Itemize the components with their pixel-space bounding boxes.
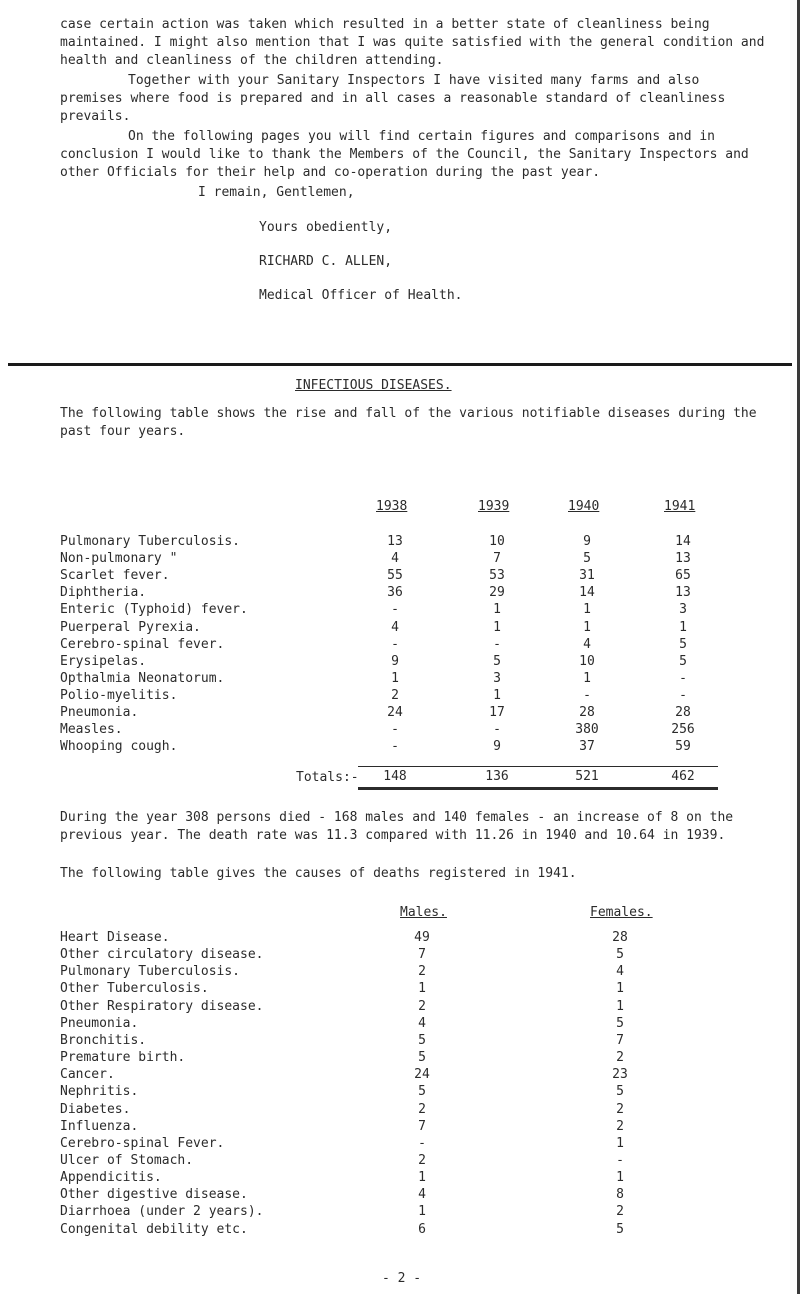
death-cause: Cerebro-spinal Fever. (60, 1136, 225, 1151)
males-count: 6 (418, 1222, 426, 1237)
disease-name: Whooping cough. (60, 739, 178, 754)
total-count: 521 (575, 769, 599, 784)
males-count: 5 (418, 1033, 426, 1048)
deaths-col-females: Females. (590, 905, 653, 920)
disease-count: 24 (387, 705, 403, 720)
disease-count: 5 (583, 551, 591, 566)
disease-count: 10 (579, 654, 595, 669)
females-count: 5 (616, 947, 624, 962)
disease-name: Scarlet fever. (60, 568, 170, 583)
death-cause: Cancer. (60, 1067, 115, 1082)
death-cause: Influenza. (60, 1119, 139, 1134)
year-header: 1938 (376, 499, 408, 514)
disease-name: Polio-myelitis. (60, 688, 178, 703)
disease-count: - (583, 688, 591, 703)
disease-count: 4 (391, 620, 399, 635)
disease-count: 17 (489, 705, 505, 720)
letter-sign-off: Yours obediently, (259, 220, 393, 235)
disease-name: Puerperal Pyrexia. (60, 620, 201, 635)
males-count: 1 (418, 1170, 426, 1185)
disease-count: 59 (675, 739, 691, 754)
disease-count: 1 (583, 620, 591, 635)
disease-name: Erysipelas. (60, 654, 147, 669)
disease-count: - (391, 722, 399, 737)
disease-name: Measles. (60, 722, 123, 737)
disease-count: 37 (579, 739, 595, 754)
death-cause: Other digestive disease. (60, 1187, 248, 1202)
death-cause: Premature birth. (60, 1050, 186, 1065)
males-count: 7 (418, 1119, 426, 1134)
death-cause: Other circulatory disease. (60, 947, 264, 962)
females-count: 2 (616, 1204, 624, 1219)
year-header: 1941 (664, 499, 696, 514)
death-cause: Other Respiratory disease. (60, 999, 264, 1014)
letter-paragraph-2: Together with your Sanitary Inspectors I have visited many farms and also premises where food is prepared and in all cases a reasonable standard of cleanliness prevails. (60, 73, 726, 124)
disease-count: 3 (679, 602, 687, 617)
letter-signature: RICHARD C. ALLEN, (259, 254, 393, 269)
disease-count: 14 (579, 585, 595, 600)
disease-count: 9 (391, 654, 399, 669)
infectious-intro: The following table shows the rise and fall of the various notifiable diseases during the past four years. (60, 406, 757, 439)
page-number: - 2 - (382, 1271, 422, 1286)
males-count: 2 (418, 999, 426, 1014)
disease-count: - (493, 637, 501, 652)
disease-count: 1 (391, 671, 399, 686)
disease-count: - (679, 688, 687, 703)
disease-name: Enteric (Typhoid) fever. (60, 602, 248, 617)
males-count: 24 (414, 1067, 430, 1082)
death-cause: Nephritis. (60, 1084, 139, 1099)
males-count: 4 (418, 1016, 426, 1031)
males-count: 49 (414, 930, 430, 945)
death-cause: Pneumonia. (60, 1016, 139, 1031)
totals-label: Totals:- (296, 770, 359, 785)
disease-count: 4 (583, 637, 591, 652)
death-cause: Congenital debility etc. (60, 1222, 248, 1237)
disease-count: 3 (493, 671, 501, 686)
males-count: 1 (418, 1204, 426, 1219)
disease-count: 13 (675, 551, 691, 566)
deaths-intro: The following table gives the causes of deaths registered in 1941. (60, 866, 577, 881)
disease-count: 65 (675, 568, 691, 583)
disease-name: Pulmonary Tuberculosis. (60, 534, 241, 549)
males-count: 2 (418, 1102, 426, 1117)
disease-count: 4 (391, 551, 399, 566)
males-count: 5 (418, 1084, 426, 1099)
disease-name: Opthalmia Neonatorum. (60, 671, 225, 686)
females-count: - (616, 1153, 624, 1168)
females-count: 8 (616, 1187, 624, 1202)
females-count: 23 (612, 1067, 628, 1082)
deaths-col-males: Males. (400, 905, 447, 920)
disease-count: 9 (493, 739, 501, 754)
females-count: 7 (616, 1033, 624, 1048)
disease-count: 1 (583, 671, 591, 686)
totals-rule-top (358, 766, 718, 767)
disease-count: 256 (671, 722, 695, 737)
disease-name: Cerebro-spinal fever. (60, 637, 225, 652)
disease-count: 28 (579, 705, 595, 720)
death-cause: Ulcer of Stomach. (60, 1153, 194, 1168)
males-count: 1 (418, 981, 426, 996)
disease-count: 36 (387, 585, 403, 600)
death-cause: Bronchitis. (60, 1033, 147, 1048)
disease-count: 9 (583, 534, 591, 549)
death-cause: Diarrhoea (under 2 years). (60, 1204, 264, 1219)
letter-paragraph-3: On the following pages you will find certain figures and comparisons and in conclusion I would like to thank the Members of the Council, the Sanitary Inspectors and other Officials for their help and co-operation during the past year. (60, 129, 749, 180)
disease-count: 380 (575, 722, 599, 737)
disease-count: - (391, 739, 399, 754)
females-count: 1 (616, 999, 624, 1014)
females-count: 1 (616, 1136, 624, 1151)
disease-count: 5 (679, 654, 687, 669)
disease-count: - (679, 671, 687, 686)
letter-position: Medical Officer of Health. (259, 288, 463, 303)
disease-count: 53 (489, 568, 505, 583)
males-count: 2 (418, 1153, 426, 1168)
death-cause: Heart Disease. (60, 930, 170, 945)
total-count: 462 (671, 769, 695, 784)
disease-count: 1 (493, 688, 501, 703)
females-count: 5 (616, 1016, 624, 1031)
disease-count: 13 (387, 534, 403, 549)
disease-count: 1 (493, 620, 501, 635)
disease-count: - (391, 637, 399, 652)
total-count: 136 (485, 769, 509, 784)
disease-name: Pneumonia. (60, 705, 139, 720)
disease-count: 14 (675, 534, 691, 549)
females-count: 4 (616, 964, 624, 979)
disease-count: 7 (493, 551, 501, 566)
males-count: 4 (418, 1187, 426, 1202)
disease-count: 28 (675, 705, 691, 720)
section-divider (8, 363, 792, 366)
females-count: 5 (616, 1222, 624, 1237)
death-cause: Diabetes. (60, 1102, 131, 1117)
deaths-paragraph: During the year 308 persons died - 168 males and 140 females - an increase of 8 on the previous year. The death rate was 11.3 compared with 11.26 in 1940 and 10.64 in 1939. (60, 810, 734, 843)
year-header: 1940 (568, 499, 600, 514)
disease-name: Diphtheria. (60, 585, 147, 600)
infectious-heading: INFECTIOUS DISEASES. (295, 378, 452, 393)
disease-count: 31 (579, 568, 595, 583)
disease-count: - (391, 602, 399, 617)
death-cause: Appendicitis. (60, 1170, 162, 1185)
disease-count: 5 (493, 654, 501, 669)
letter-closing: I remain, Gentlemen, (198, 185, 355, 200)
disease-count: 1 (493, 602, 501, 617)
disease-count: 13 (675, 585, 691, 600)
females-count: 2 (616, 1050, 624, 1065)
disease-count: 10 (489, 534, 505, 549)
death-cause: Pulmonary Tuberculosis. (60, 964, 241, 979)
totals-rule-bottom (358, 787, 718, 790)
disease-name: Non-pulmonary " (60, 551, 178, 566)
females-count: 2 (616, 1119, 624, 1134)
males-count: 5 (418, 1050, 426, 1065)
disease-count: - (493, 722, 501, 737)
disease-count: 29 (489, 585, 505, 600)
males-count: 2 (418, 964, 426, 979)
disease-count: 1 (679, 620, 687, 635)
males-count: 7 (418, 947, 426, 962)
year-header: 1939 (478, 499, 510, 514)
females-count: 1 (616, 1170, 624, 1185)
males-count: - (418, 1136, 426, 1151)
total-count: 148 (383, 769, 407, 784)
females-count: 5 (616, 1084, 624, 1099)
letter-paragraph-1: case certain action was taken which resulted in a better state of cleanliness being maintained. I might also mention that I was quite satisfied with the general condition and health and cleanliness of the children attending. (60, 17, 765, 68)
females-count: 1 (616, 981, 624, 996)
disease-count: 55 (387, 568, 403, 583)
death-cause: Other Tuberculosis. (60, 981, 209, 996)
females-count: 28 (612, 930, 628, 945)
disease-count: 2 (391, 688, 399, 703)
females-count: 2 (616, 1102, 624, 1117)
disease-count: 5 (679, 637, 687, 652)
disease-count: 1 (583, 602, 591, 617)
